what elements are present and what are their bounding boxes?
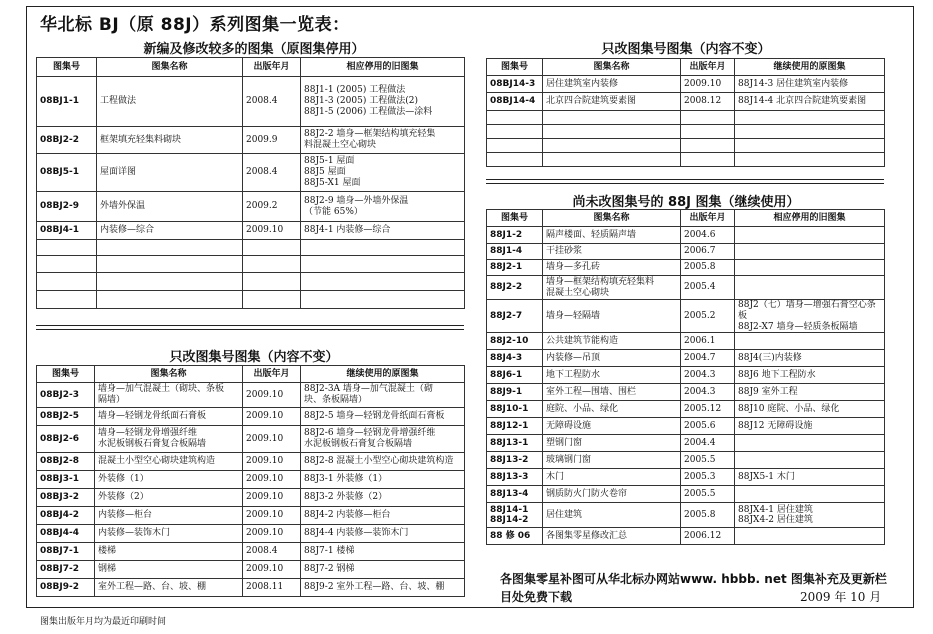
old-atlas-cell: 88J4-1 内装修—综合 xyxy=(301,222,465,240)
name-cell: 各图集零星修改汇总 xyxy=(543,528,681,545)
old-atlas-cell: 88J2-9 墙身—外墙外保温 （节能 65%） xyxy=(301,192,465,222)
code-cell: 88J2-10 xyxy=(487,333,543,350)
table-new-atlases xyxy=(36,57,465,309)
old-atlas-cell: 88JX5-1 木门 xyxy=(735,469,885,486)
date-cell: 2006.12 xyxy=(681,528,735,545)
code-cell: 08BJ1-1 xyxy=(37,77,97,127)
code-cell: 08BJ5-1 xyxy=(37,154,97,192)
date-cell: 2004.6 xyxy=(681,227,735,244)
code-cell: 88J13-2 xyxy=(487,452,543,469)
table-row xyxy=(37,426,465,453)
code-cell: 08BJ2-8 xyxy=(37,453,95,471)
header-old: 相应停用的旧图集 xyxy=(735,210,885,227)
date-cell: 2009.9 xyxy=(243,127,301,154)
table-row xyxy=(487,125,885,139)
date-cell: 2005.8 xyxy=(681,260,735,276)
code-cell: 88J1-2 xyxy=(487,227,543,244)
old-atlas-cell: 88J7-2 钢梯 xyxy=(301,561,465,579)
old-atlas-cell: 88J14-3 居住建筑室内装修 xyxy=(735,76,885,93)
old-atlas-cell xyxy=(735,260,885,276)
date-cell: 2009.10 xyxy=(243,507,301,525)
header-date: 出版年月 xyxy=(681,59,735,76)
old-atlas-cell: 88J9 室外工程 xyxy=(735,384,885,401)
code-cell: 88J6-1 xyxy=(487,367,543,384)
name-cell: 木门 xyxy=(543,469,681,486)
name-cell: 墙身—轻钢龙骨纸面石膏板 xyxy=(95,408,243,426)
old-atlas-cell: 88J3-2 外装修（2） xyxy=(301,489,465,507)
table-row xyxy=(37,507,465,525)
code-cell xyxy=(37,240,97,256)
name-cell: 外墙外保温 xyxy=(97,192,243,222)
name-cell xyxy=(543,153,681,167)
old-atlas-cell: 88J12 无障碍设施 xyxy=(735,418,885,435)
table-row xyxy=(487,401,885,418)
date-cell: 2009.10 xyxy=(681,76,735,93)
name-cell: 室外工程—路、台、坡、棚 xyxy=(95,579,243,597)
table-row xyxy=(37,543,465,561)
name-cell: 墙身—轻隔墙 xyxy=(543,300,681,333)
date-cell xyxy=(681,139,735,153)
old-atlas-cell: 88J2-5 墙身—轻钢龙骨纸面石膏板 xyxy=(301,408,465,426)
old-atlas-cell: 88J6 地下工程防水 xyxy=(735,367,885,384)
section-a-title: 新编及修改较多的图集（原图集停用） xyxy=(143,42,365,57)
date-cell: 2008.4 xyxy=(243,543,301,561)
code-cell: 08BJ3-1 xyxy=(37,471,95,489)
name-cell: 室外工程—围墙、围栏 xyxy=(543,384,681,401)
print-note: 图集出版年月均为最近印刷时间 xyxy=(40,617,167,627)
table-row xyxy=(37,291,465,309)
old-atlas-cell: 88J2（七）墙身—增强石膏空心条板 88J2-X7 墙身—轻质条板隔墙 xyxy=(735,300,885,333)
code-cell: 08BJ7-2 xyxy=(37,561,95,579)
table-row xyxy=(37,453,465,471)
header-name: 图集名称 xyxy=(543,59,681,76)
name-cell: 干挂砂浆 xyxy=(543,244,681,260)
old-atlas-cell xyxy=(735,153,885,167)
date-cell: 2009.10 xyxy=(243,453,301,471)
code-cell: 88J9-1 xyxy=(487,384,543,401)
header-code: 图集号 xyxy=(487,59,543,76)
date-cell: 2008.4 xyxy=(243,154,301,192)
header-code: 图集号 xyxy=(487,210,543,227)
code-cell xyxy=(487,153,543,167)
name-cell xyxy=(543,139,681,153)
name-cell: 北京四合院建筑要素图 xyxy=(543,93,681,111)
date-cell: 2009.10 xyxy=(243,222,301,240)
table-row xyxy=(37,240,465,256)
table-row xyxy=(487,503,885,528)
footer-date: 2009 年 10 月 xyxy=(800,590,882,604)
date-cell: 2004.3 xyxy=(681,367,735,384)
name-cell: 居住建筑 xyxy=(543,503,681,528)
table-row xyxy=(487,350,885,367)
date-cell: 2006.1 xyxy=(681,333,735,350)
date-cell: 2005.12 xyxy=(681,401,735,418)
table-row xyxy=(487,367,885,384)
old-atlas-cell xyxy=(735,125,885,139)
date-cell: 2008.11 xyxy=(243,579,301,597)
date-cell: 2004.3 xyxy=(681,384,735,401)
old-atlas-cell: 88J2-8 混凝土小型空心砌块建筑构造 xyxy=(301,453,465,471)
header-old: 继续使用的原图集 xyxy=(301,366,465,383)
table-renumbered-atlases xyxy=(36,365,465,597)
name-cell: 塑钢门窗 xyxy=(543,435,681,452)
table-row xyxy=(487,300,885,333)
header-old: 相应停用的旧图集 xyxy=(301,58,465,77)
table-row xyxy=(487,486,885,503)
table-row xyxy=(37,408,465,426)
code-cell: 08BJ2-6 xyxy=(37,426,95,453)
header-date: 出版年月 xyxy=(681,210,735,227)
date-cell: 2005.6 xyxy=(681,418,735,435)
name-cell: 墙身—加气混凝土（砌块、条板 隔墙） xyxy=(95,383,243,408)
old-atlas-cell xyxy=(735,452,885,469)
section-b-title: 只改图集号图集（内容不变） xyxy=(169,350,339,365)
old-atlas-cell: 88J14-4 北京四合院建筑要素图 xyxy=(735,93,885,111)
old-atlas-cell xyxy=(735,528,885,545)
code-cell: 08BJ2-5 xyxy=(37,408,95,426)
date-cell: 2009.10 xyxy=(243,471,301,489)
divider xyxy=(36,329,464,330)
name-cell: 玻璃钢门窗 xyxy=(543,452,681,469)
table-row xyxy=(37,192,465,222)
date-cell xyxy=(243,291,301,309)
date-cell: 2009.10 xyxy=(243,489,301,507)
table-row xyxy=(37,489,465,507)
old-atlas-cell xyxy=(735,333,885,350)
table-row xyxy=(487,333,885,350)
table-row xyxy=(487,469,885,486)
date-cell: 2005.3 xyxy=(681,469,735,486)
table-row xyxy=(487,111,885,125)
old-atlas-cell: 88J2-6 墙身—轻钢龙骨增强纤维 水泥板钢板石膏复合板隔墙 xyxy=(301,426,465,453)
date-cell: 2009.10 xyxy=(243,525,301,543)
page-title: 华北标 BJ（原 88J）系列图集一览表： xyxy=(40,15,350,35)
header-date: 出版年月 xyxy=(243,58,301,77)
name-cell: 公共建筑节能构造 xyxy=(543,333,681,350)
code-cell: 88J13-3 xyxy=(487,469,543,486)
name-cell: 楼梯 xyxy=(95,543,243,561)
table-row xyxy=(37,579,465,597)
name-cell xyxy=(97,291,243,309)
name-cell: 内装修—装饰木门 xyxy=(95,525,243,543)
date-cell: 2004.4 xyxy=(681,435,735,452)
table-row xyxy=(37,383,465,408)
date-cell xyxy=(681,153,735,167)
date-cell: 2005.4 xyxy=(681,276,735,300)
date-cell xyxy=(681,111,735,125)
header-date: 出版年月 xyxy=(243,366,301,383)
code-cell: 88J13-4 xyxy=(487,486,543,503)
date-cell: 2009.2 xyxy=(243,192,301,222)
old-atlas-cell: 88J3-1 外装修（1） xyxy=(301,471,465,489)
name-cell: 外装修（2） xyxy=(95,489,243,507)
table-row xyxy=(37,273,465,291)
date-cell: 2005.5 xyxy=(681,486,735,503)
old-atlas-cell: 88J4-2 内装修—柜台 xyxy=(301,507,465,525)
old-atlas-cell xyxy=(735,227,885,244)
table-row xyxy=(487,528,885,545)
code-cell: 08BJ2-3 xyxy=(37,383,95,408)
header-name: 图集名称 xyxy=(543,210,681,227)
divider xyxy=(36,325,464,326)
table-row xyxy=(37,256,465,273)
code-cell xyxy=(37,273,97,291)
header-code: 图集号 xyxy=(37,58,97,77)
name-cell: 钢质防火门防火卷帘 xyxy=(543,486,681,503)
code-cell: 08BJ4-1 xyxy=(37,222,97,240)
name-cell: 无障碍设施 xyxy=(543,418,681,435)
table-row xyxy=(487,435,885,452)
old-atlas-cell xyxy=(301,273,465,291)
code-cell: 08BJ14-3 xyxy=(487,76,543,93)
date-cell: 2008.12 xyxy=(681,93,735,111)
table-row xyxy=(487,384,885,401)
date-cell: 2005.2 xyxy=(681,300,735,333)
code-cell: 08BJ14-4 xyxy=(487,93,543,111)
section-c-title: 只改图集号图集（内容不变） xyxy=(601,42,771,57)
header-name: 图集名称 xyxy=(95,366,243,383)
name-cell: 内装修—吊顶 xyxy=(543,350,681,367)
old-atlas-cell xyxy=(735,139,885,153)
date-cell xyxy=(243,273,301,291)
code-cell xyxy=(487,139,543,153)
old-atlas-cell: 88J2-2 墙身—框架结构填充轻集 料混凝土空心砌块 xyxy=(301,127,465,154)
date-cell: 2004.7 xyxy=(681,350,735,367)
name-cell: 地下工程防水 xyxy=(543,367,681,384)
header-code: 图集号 xyxy=(37,366,95,383)
code-cell: 08BJ2-9 xyxy=(37,192,97,222)
date-cell xyxy=(681,125,735,139)
section-d-title: 尚未改图集号的 88J 图集（继续使用） xyxy=(572,195,800,210)
name-cell xyxy=(543,125,681,139)
header-name: 图集名称 xyxy=(97,58,243,77)
old-atlas-cell xyxy=(735,244,885,260)
code-cell: 08BJ9-2 xyxy=(37,579,95,597)
old-atlas-cell: 88J5-1 屋面 88J5 屋面 88J5-X1 屋面 xyxy=(301,154,465,192)
code-cell xyxy=(487,111,543,125)
old-atlas-cell xyxy=(301,240,465,256)
footer-download-note: 各图集零星补图可从华北标办网站www. hbbb. net 图集补充及更新栏目处免费下载 xyxy=(500,572,887,604)
table-row xyxy=(37,127,465,154)
name-cell: 钢梯 xyxy=(95,561,243,579)
date-cell: 2006.7 xyxy=(681,244,735,260)
old-atlas-cell: 88J10 庭院、小品、绿化 xyxy=(735,401,885,418)
name-cell: 内装修—综合 xyxy=(97,222,243,240)
code-cell: 88J10-1 xyxy=(487,401,543,418)
name-cell xyxy=(97,273,243,291)
code-cell: 08BJ3-2 xyxy=(37,489,95,507)
code-cell: 88 修 06 xyxy=(487,528,543,545)
code-cell: 88J4-3 xyxy=(487,350,543,367)
old-atlas-cell: 88J4(三)内装修 xyxy=(735,350,885,367)
name-cell: 墙身—轻钢龙骨增强纤维 水泥板钢板石膏复合板隔墙 xyxy=(95,426,243,453)
code-cell: 88J12-1 xyxy=(487,418,543,435)
old-atlas-cell xyxy=(735,276,885,300)
table-row xyxy=(487,260,885,276)
divider xyxy=(486,179,884,180)
old-atlas-cell: 88J2-3A 墙身—加气混凝土（砌 块、条板隔墙） xyxy=(301,383,465,408)
code-cell: 88J1-4 xyxy=(487,244,543,260)
date-cell xyxy=(243,256,301,273)
date-cell: 2009.10 xyxy=(243,408,301,426)
table-legacy-atlases xyxy=(486,209,885,545)
date-cell: 2009.10 xyxy=(243,426,301,453)
old-atlas-cell xyxy=(735,111,885,125)
divider xyxy=(486,183,884,184)
code-cell: 88J2-7 xyxy=(487,300,543,333)
name-cell: 庭院、小品、绿化 xyxy=(543,401,681,418)
date-cell: 2005.8 xyxy=(681,503,735,528)
name-cell: 外装修（1） xyxy=(95,471,243,489)
code-cell: 88J13-1 xyxy=(487,435,543,452)
code-cell: 88J2-1 xyxy=(487,260,543,276)
header-old: 继续使用的原图集 xyxy=(735,59,885,76)
name-cell xyxy=(543,111,681,125)
code-cell xyxy=(487,125,543,139)
code-cell: 08BJ4-4 xyxy=(37,525,95,543)
date-cell: 2005.5 xyxy=(681,452,735,469)
old-atlas-cell: 88J7-1 楼梯 xyxy=(301,543,465,561)
name-cell: 工程做法 xyxy=(97,77,243,127)
table-row xyxy=(487,153,885,167)
name-cell: 墙身—框架结构填充轻集料 混凝土空心砌块 xyxy=(543,276,681,300)
table-row xyxy=(37,561,465,579)
code-cell xyxy=(37,256,97,273)
table-row xyxy=(487,244,885,260)
date-cell: 2009.10 xyxy=(243,561,301,579)
name-cell: 框架填充轻集料砌块 xyxy=(97,127,243,154)
table-row xyxy=(37,471,465,489)
table-row xyxy=(487,76,885,93)
name-cell: 混凝土小型空心砌块建筑构造 xyxy=(95,453,243,471)
code-cell: 08BJ4-2 xyxy=(37,507,95,525)
table-row xyxy=(37,222,465,240)
old-atlas-cell: 88J1-1 (2005) 工程做法 88J1-3 (2005) 工程做法(2) 88J1-5 (2006) 工程做法—涂料 xyxy=(301,77,465,127)
old-atlas-cell: 88JX4-1 居住建筑 88JX4-2 居住建筑 xyxy=(735,503,885,528)
table-row xyxy=(487,276,885,300)
name-cell: 居住建筑室内装修 xyxy=(543,76,681,93)
name-cell: 墙身—多孔砖 xyxy=(543,260,681,276)
old-atlas-cell xyxy=(735,486,885,503)
code-cell: 88J2-2 xyxy=(487,276,543,300)
old-atlas-cell xyxy=(301,256,465,273)
name-cell xyxy=(97,240,243,256)
old-atlas-cell xyxy=(301,291,465,309)
table-row xyxy=(487,418,885,435)
code-cell: 88J14-1 88J14-2 xyxy=(487,503,543,528)
name-cell xyxy=(97,256,243,273)
old-atlas-cell xyxy=(735,435,885,452)
table-row xyxy=(487,139,885,153)
table-row xyxy=(37,77,465,127)
table-row xyxy=(487,227,885,244)
name-cell: 内装修—柜台 xyxy=(95,507,243,525)
table-row xyxy=(37,154,465,192)
date-cell: 2009.10 xyxy=(243,383,301,408)
name-cell: 隔声楼面、轻质隔声墙 xyxy=(543,227,681,244)
old-atlas-cell: 88J9-2 室外工程—路、台、坡、棚 xyxy=(301,579,465,597)
name-cell: 屋面详图 xyxy=(97,154,243,192)
date-cell: 2008.4 xyxy=(243,77,301,127)
code-cell xyxy=(37,291,97,309)
table-row xyxy=(487,452,885,469)
code-cell: 08BJ2-2 xyxy=(37,127,97,154)
table-renumbered-atlases-2 xyxy=(486,58,885,167)
table-row xyxy=(487,93,885,111)
date-cell xyxy=(243,240,301,256)
old-atlas-cell: 88J4-4 内装修—装饰木门 xyxy=(301,525,465,543)
code-cell: 08BJ7-1 xyxy=(37,543,95,561)
table-row xyxy=(37,525,465,543)
